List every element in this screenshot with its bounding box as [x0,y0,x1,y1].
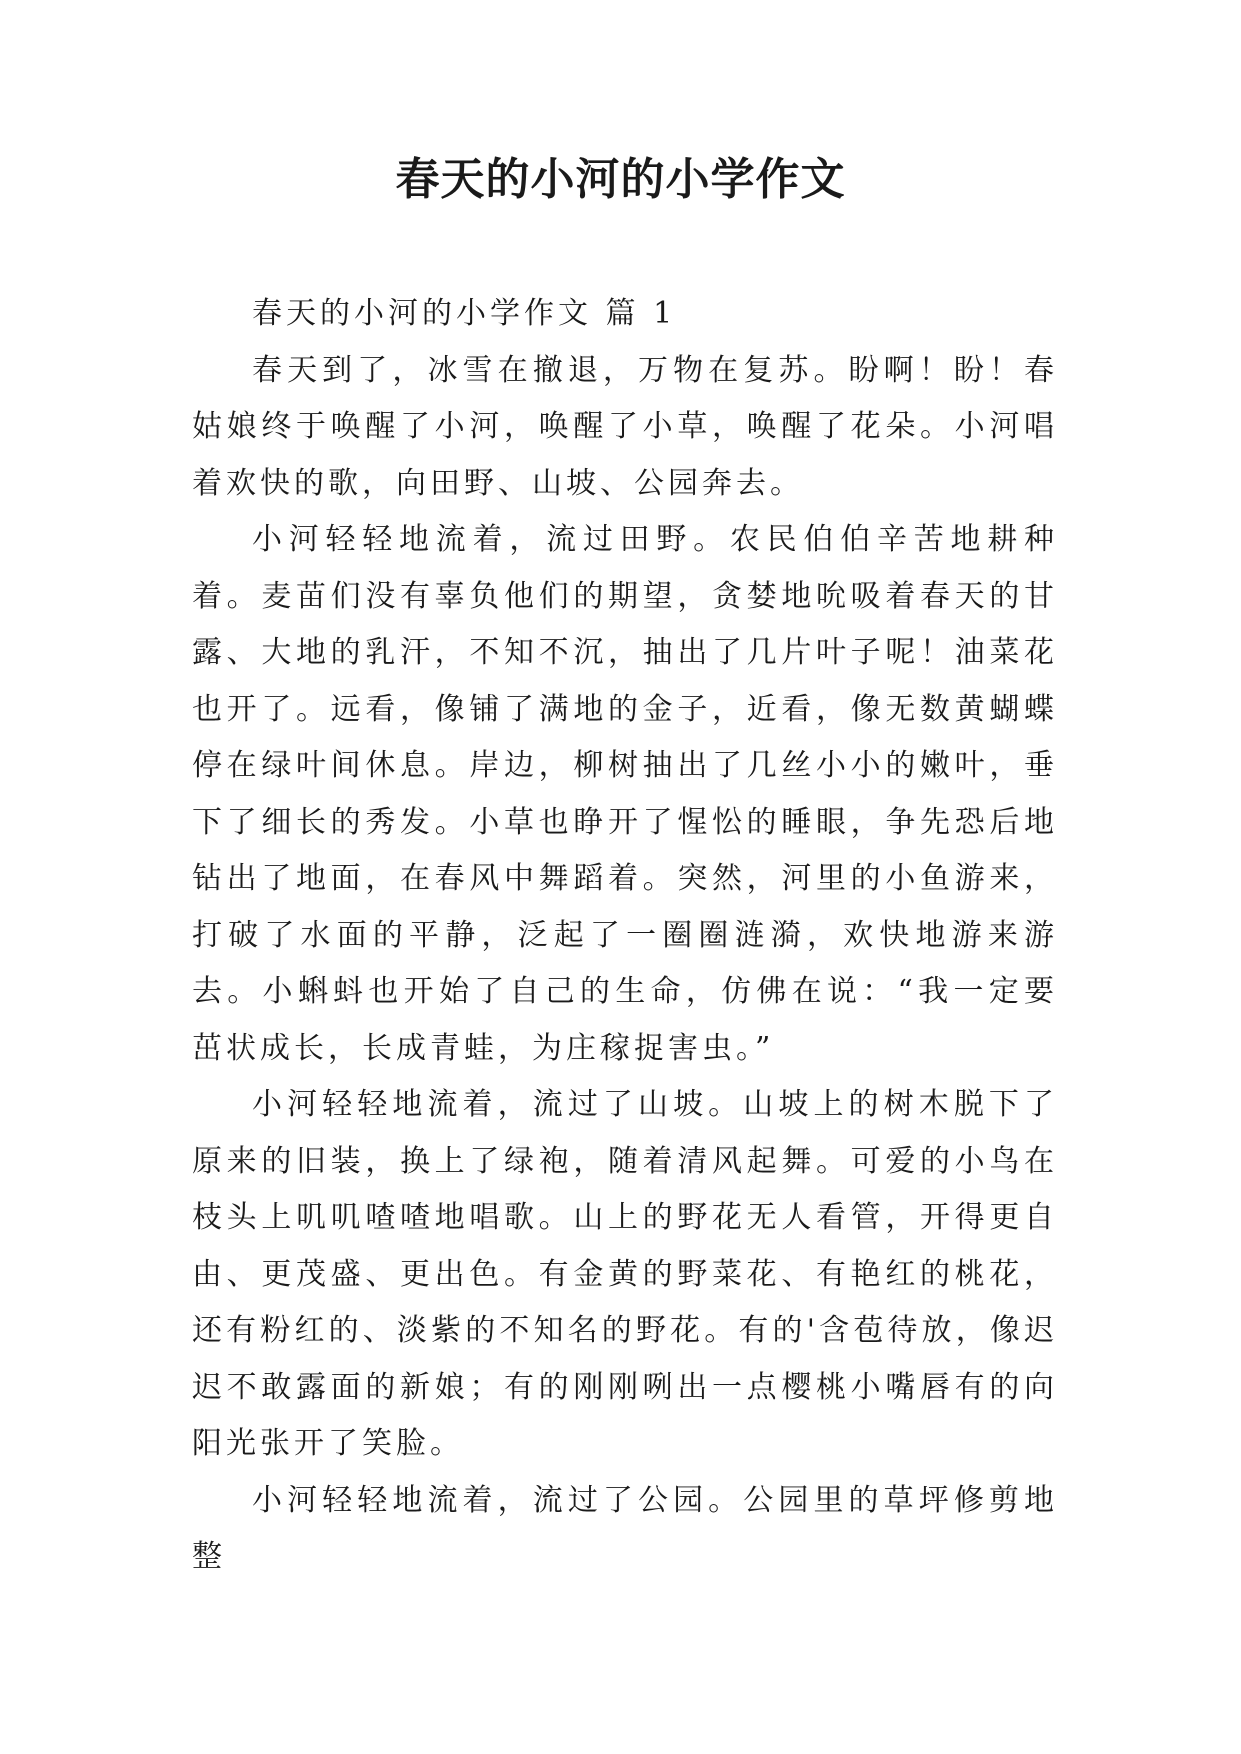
document-body [192,286,1058,1586]
document-title: 春天的小河的小学作文 [395,154,846,205]
section-heading: 春天的小河的小学作文 篇 1 [252,296,677,331]
paragraph: 春天到了，冰雪在撤退，万物在复苏。盼啊！盼！春姑娘终于唤醒了小河，唤醒了小草，唤醒了花朵。小河唱着欢快的歌，向田野、山坡、公园奔去。 [192,352,1058,501]
paragraph: 小河轻轻地流着，流过田野。农民伯伯辛苦地耕种着。麦苗们没有辜负他们的期望，贪婪地吮吸着春天的甘露、大地的乳汗，不知不沉，抽出了几片叶子呢！油菜花也开了。远看，像铺了满地的金子，近看，像无数黄蝴蝶停在绿叶间休息。岸边，柳树抽出了几丝小小的嫩叶，垂下了细长的秀发。小草也睁开了惺忪的睡眼，争先恐后地钻出了地面，在春风中舞蹈着。突然，河里的小鱼游来，打破了水面的平静，泛起了一圈圈涟漪，欢快地游来游去。小蝌蚪也开始了自己的生命，仿佛在说：“我一定要茁状成长，长成青蛙，为庄稼捉害虫。” [192,522,1058,1066]
paragraph: 小河轻轻地流着，流过了公园。公园里的草坪修剪地整 [192,1482,1058,1574]
paragraph: 小河轻轻地流着，流过了山坡。山坡上的树木脱下了原来的旧装，换上了绿袍，随着清风起舞。可爱的小鸟在枝头上叽叽喳喳地唱歌。山上的野花无人看管，开得更自由、更茂盛、更出色。有金黄的野菜花、有艳红的桃花，还有粉红的、淡紫的不知名的野花。有的'含苞待放，像迟迟不敢露面的新娘；有的刚刚咧出一点樱桃小嘴唇有的向阳光张开了笑脸。 [192,1087,1058,1461]
